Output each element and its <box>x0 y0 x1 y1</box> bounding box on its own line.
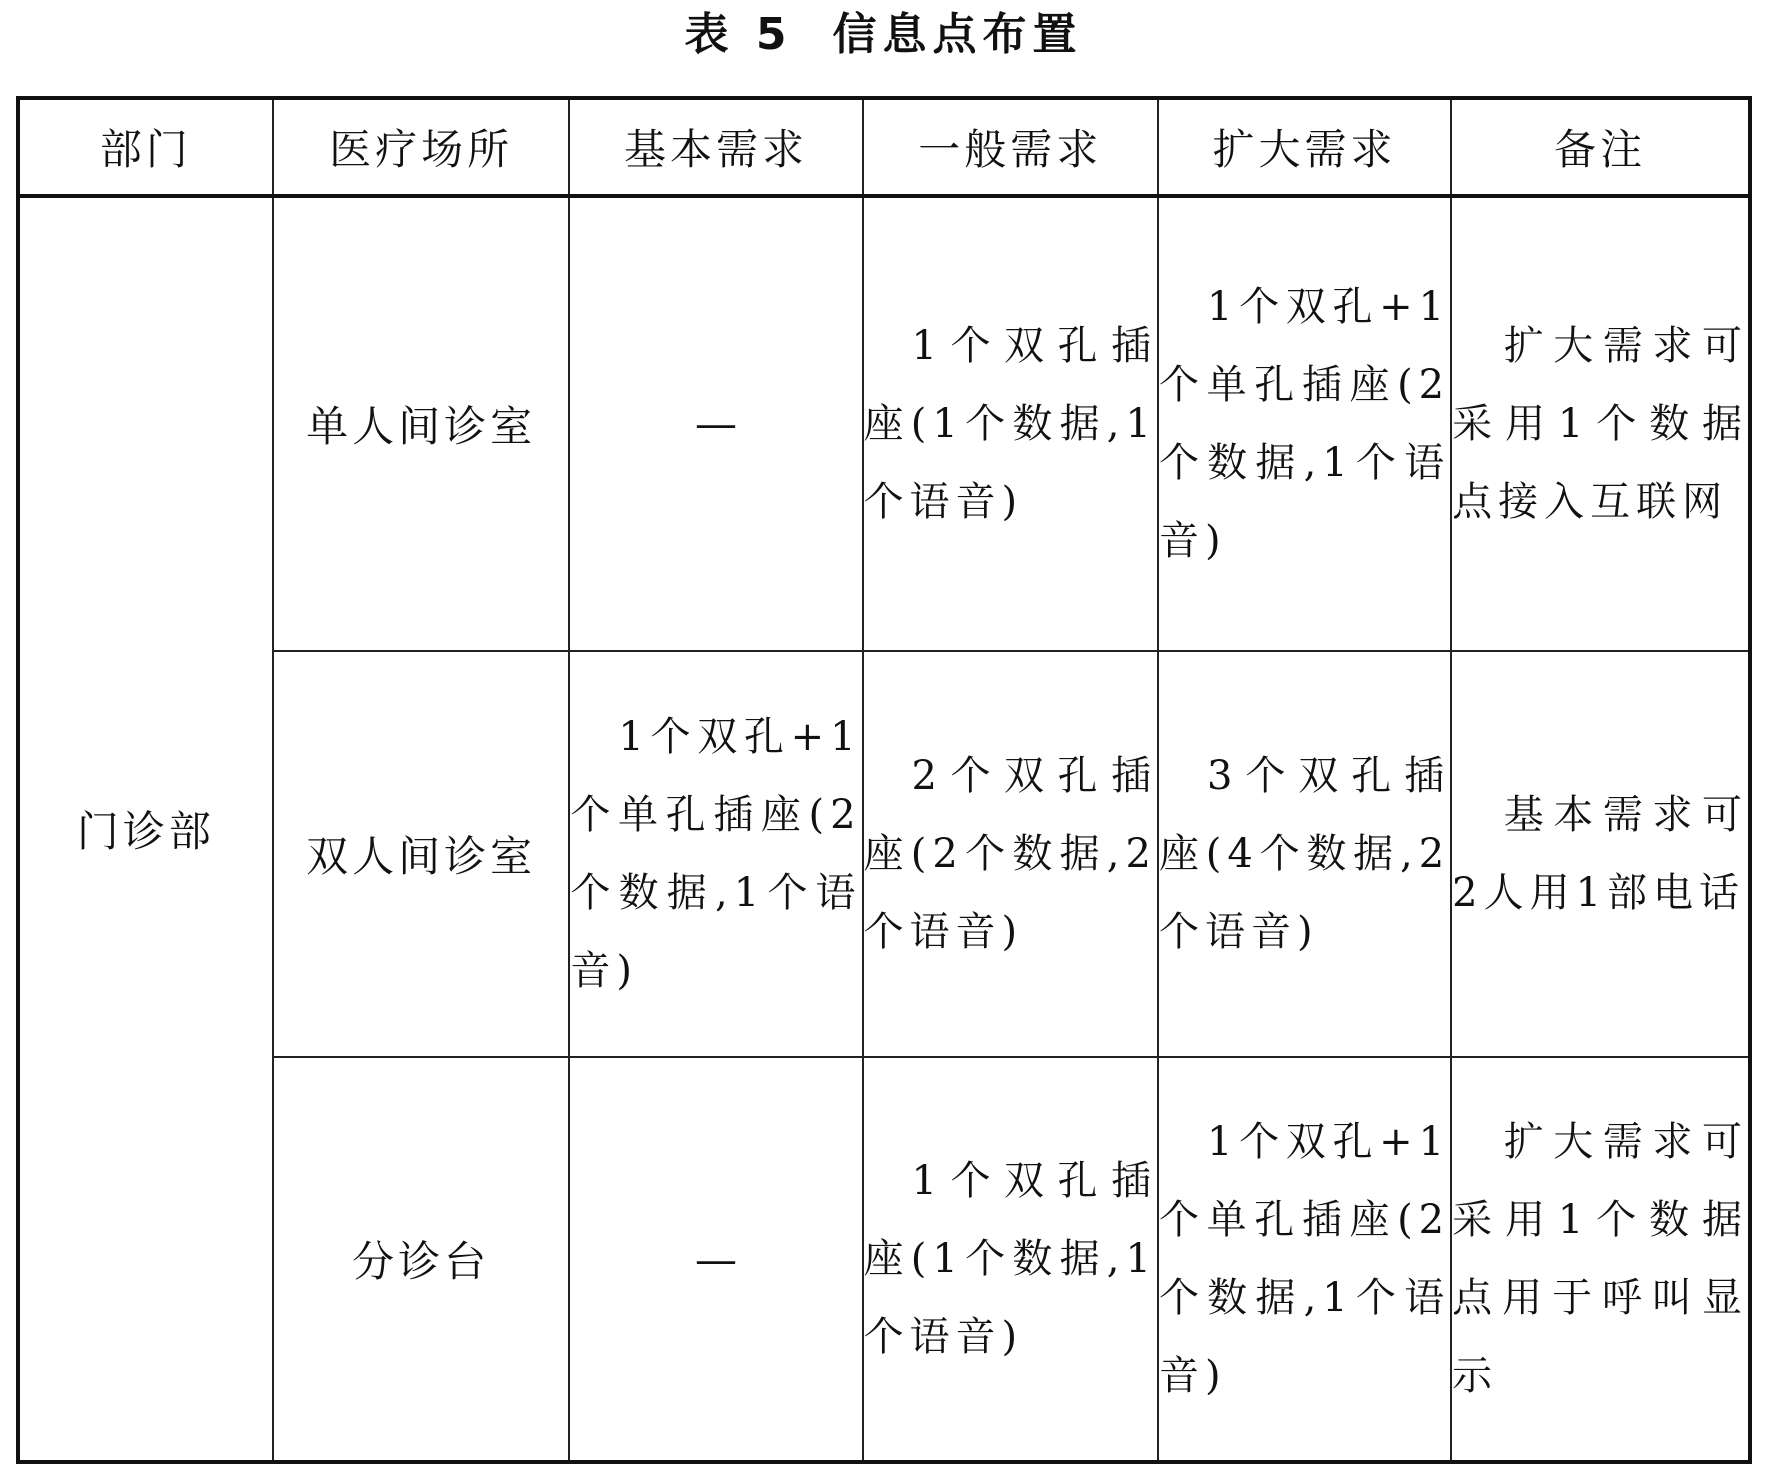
table-number: 表 5 <box>684 9 793 60</box>
table-row <box>18 1057 1750 1462</box>
expanded-text: 3个双孔插座(4个数据,2个语音) <box>1158 753 1451 956</box>
expanded-text: 1个双孔+1个单孔插座(2个数据,1个语音) <box>1158 283 1451 564</box>
header-department: 部门 <box>18 98 273 196</box>
basic-cell <box>569 651 862 1058</box>
header-remark: 备注 <box>1451 98 1750 196</box>
header-expanded-demand: 扩大需求 <box>1158 98 1451 196</box>
remark-text: 扩大需求可采用1个数据点接入互联网 <box>1452 322 1748 525</box>
table-row <box>18 196 1750 651</box>
basic-cell: — <box>569 1057 862 1462</box>
info-point-table <box>16 96 1752 1464</box>
expanded-text: 1个双孔+1个单孔插座(2个数据,1个语音) <box>1158 1119 1451 1400</box>
general-text: 1个双孔插座(1个数据,1个语音) <box>863 1158 1157 1361</box>
basic-cell: — <box>569 196 862 651</box>
general-text: 1个双孔插座(1个数据,1个语音) <box>863 322 1157 525</box>
basic-text: 1个双孔+1个单孔插座(2个数据,1个语音) <box>570 714 862 995</box>
place-cell: 双人间诊室 <box>273 651 570 1058</box>
general-cell <box>863 196 1158 651</box>
remark-cell <box>1451 1057 1750 1462</box>
general-cell <box>863 1057 1158 1462</box>
table-title <box>0 0 1767 70</box>
table-caption: 信息点布置 <box>832 9 1083 60</box>
header-general-demand: 一般需求 <box>863 98 1158 196</box>
header-medical-place: 医疗场所 <box>273 98 570 196</box>
expanded-cell <box>1158 196 1451 651</box>
expanded-cell <box>1158 651 1451 1058</box>
remark-cell <box>1451 196 1750 651</box>
table-row <box>18 651 1750 1058</box>
expanded-cell <box>1158 1057 1451 1462</box>
general-cell <box>863 651 1158 1058</box>
header-row <box>18 98 1750 196</box>
department-cell: 门诊部 <box>18 196 273 1462</box>
remark-cell <box>1451 651 1750 1058</box>
remark-text: 扩大需求可采用1个数据点用于呼叫显示 <box>1452 1119 1748 1400</box>
place-cell: 单人间诊室 <box>273 196 570 651</box>
remark-text: 基本需求可2人用1部电话 <box>1452 792 1748 917</box>
general-text: 2个双孔插座(2个数据,2个语音) <box>863 753 1157 956</box>
place-cell: 分诊台 <box>273 1057 570 1462</box>
header-basic-demand: 基本需求 <box>569 98 862 196</box>
